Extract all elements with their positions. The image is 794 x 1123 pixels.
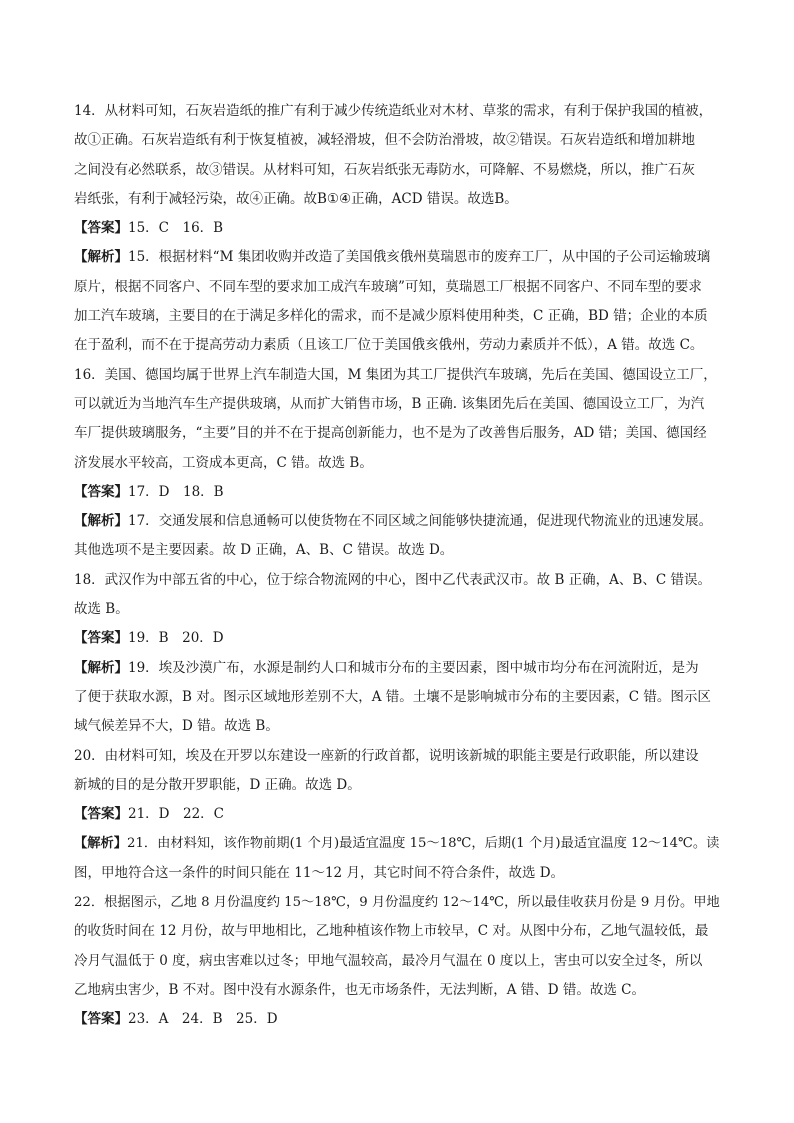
document-body bbox=[74, 97, 724, 1035]
answer-tag: 【答案】 bbox=[74, 630, 128, 647]
text-line: 22．根据图示，乙地 8 月份温度约 15～18℃，9 月份温度约 12～14℃，所以最佳收获月份是 9 月份。甲地 bbox=[74, 895, 720, 911]
text-line: 18．武汉作为中部五省的中心，位于综合物流网的中心，图中乙代表武汉市。故 B 正确，A、B、C 错误。 bbox=[74, 571, 711, 588]
answer-line: 【答案】17．D 18．B bbox=[74, 483, 224, 500]
answer-line: 【答案】19．B 20．D bbox=[74, 630, 224, 647]
answer-tag: 【答案】 bbox=[74, 1011, 128, 1028]
text-line: 故①正确。石灰岩造纸有利于恢复植被，减轻滑坡，但不会防治滑坡，故②错误。石灰岩造纸和增加耕地 bbox=[74, 132, 695, 149]
text-line: 加工汽车玻璃，主要目的在于满足多样化的需求，而不是减少原料使用种类，C 正确，BD 错；企业的本质 bbox=[74, 308, 708, 325]
text-line: 可以就近为当地汽车生产提供玻璃，从而扩大销售市场，B 正确. 该集团先后在美国、德国设立工厂，为汽 bbox=[74, 395, 705, 412]
analysis-tag: 【解析】 bbox=[74, 659, 128, 676]
analysis-line: 【解析】21．由材料知，该作物前期(1 个月)最适宜温度 15～18℃，后期(1 个月)最适宜温度 12～14℃。读 bbox=[74, 836, 720, 852]
text-line: 乙地病虫害少，B 不对。图中没有水源条件，也无市场条件，无法判断，A 错、D 错。故选 C。 bbox=[74, 981, 645, 998]
answer-line: 【答案】15．C 16．B bbox=[74, 220, 224, 237]
analysis-tag: 【解析】 bbox=[74, 513, 128, 530]
text-line: 车厂提供玻璃服务，“主要”目的并不在于提高创新能力，也不是为了改善售后服务，AD 错；美国、德国经 bbox=[74, 425, 707, 442]
text-line: 故选 B。 bbox=[74, 601, 129, 618]
text-line: 冷月气温低于 0 度，病虫害难以过冬；甲地气温较高，最冷月气温在 0 度以上，害虫可以安全过冬，所以 bbox=[74, 952, 703, 969]
text-line: 原片，根据不同客户、不同车型的要求加工成汽车玻璃”可知，莫瑞恩工厂根据不同客户、不同车型的要求 bbox=[74, 278, 702, 295]
answer-tag: 【答案】 bbox=[74, 220, 128, 237]
text-line: 其他选项不是主要因素。故 D 正确，A、B、C 错误。故选 D。 bbox=[74, 542, 454, 559]
text-line: 了便于获取水源，B 对。图示区域地形差别不大，A 错。土壤不是影响城市分布的主要因素，C 错。图示区 bbox=[74, 688, 711, 705]
text-line: 之间没有必然联系，故③错误。从材料可知，石灰岩纸张无毒防水，可降解、不易燃烧，所以，推广石灰 bbox=[74, 161, 695, 178]
text-line: 域气候差异不大，D 错。故选 B。 bbox=[74, 718, 279, 735]
text-line: 济发展水平较高，工资成本更高，C 错。故选 B。 bbox=[74, 454, 373, 471]
analysis-line: 【解析】17．交通发展和信息通畅可以使货物在不同区域之间能够快捷流通，促进现代物流业的迅速发展。 bbox=[74, 513, 713, 530]
analysis-line: 【解析】15．根据材料“M 集团收购并改造了美国俄亥俄州莫瑞恩市的废弃工厂，从中国的子公司运输玻璃 bbox=[74, 249, 711, 266]
text-line: 在于盈利，而不在于提高劳动力素质（且该工厂位于美国俄亥俄州，劳动力素质并不低），A 错。故选 C。 bbox=[74, 337, 704, 354]
analysis-tag: 【解析】 bbox=[74, 249, 128, 266]
answer-line: 【答案】21．D 22．C bbox=[74, 806, 225, 823]
text-line: 20．由材料可知，埃及在开罗以东建设一座新的行政首都，说明该新城的职能主要是行政职能，所以建设 bbox=[74, 747, 699, 764]
answer-tag: 【答案】 bbox=[74, 806, 128, 823]
text-line: 14．从材料可知，石灰岩造纸的推广有利于减少传统造纸业对木材、草浆的需求，有利于保护我国的植被， bbox=[74, 103, 713, 119]
text-line: 的收货时间在 12 月份，故与甲地相比，乙地种植该作物上市较早，C 对。从图中分布，乙地气温较低，最 bbox=[74, 923, 709, 940]
text-line: 新城的目的是分散开罗职能，D 正确。故选 D。 bbox=[74, 776, 361, 793]
text-line: 图，甲地符合这一条件的时间只能在 11～12 月，其它时间不符合条件，故选 D。 bbox=[74, 864, 565, 881]
text-line: 岩纸张，有利于减轻污染，故④正确。故B①④正确，ACD 错误。故选B。 bbox=[74, 190, 518, 207]
analysis-line: 【解析】19．埃及沙漠广布，水源是制约人口和城市分布的主要因素，图中城市均分布在河流附近，是为 bbox=[74, 659, 699, 676]
analysis-tag: 【解析】 bbox=[74, 836, 128, 852]
answer-line: 【答案】23．A 24．B 25．D bbox=[74, 1011, 278, 1028]
text-line: 16．美国、德国均属于世界上汽车制造大国，M 集团为其工厂提供汽车玻璃，先后在美国、德国设立工厂， bbox=[74, 366, 717, 383]
answer-tag: 【答案】 bbox=[74, 483, 128, 500]
